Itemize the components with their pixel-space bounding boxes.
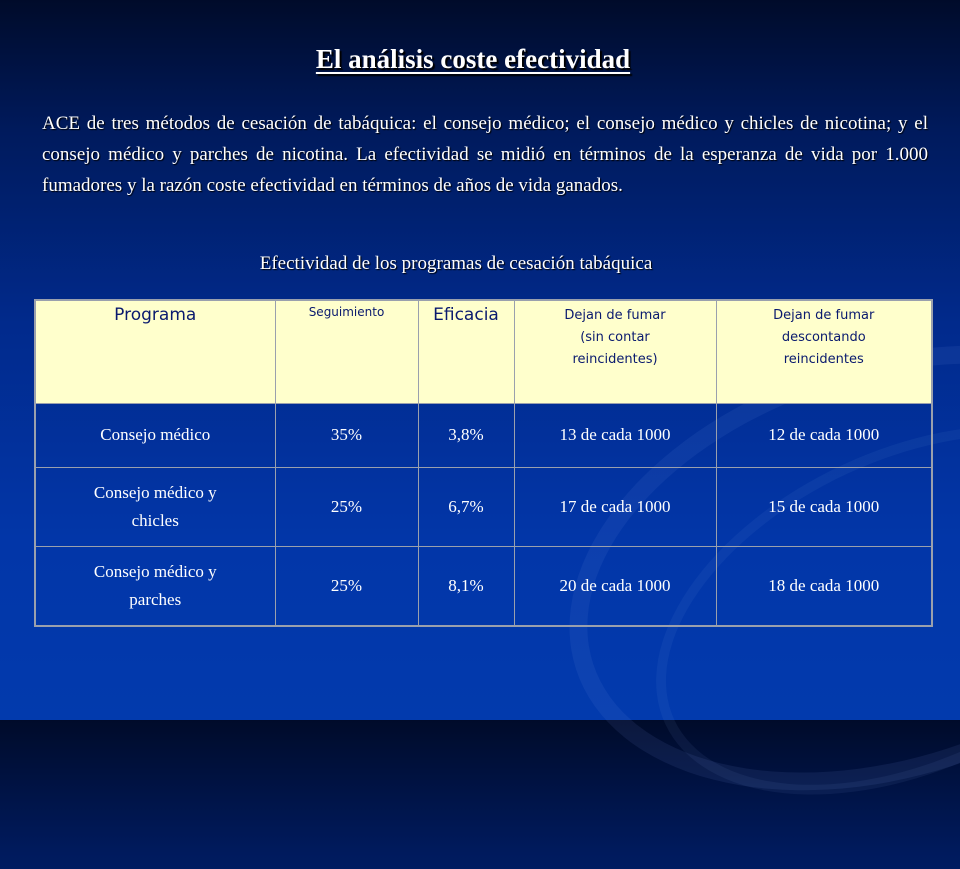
cell-seguimiento: 25% <box>275 467 418 546</box>
header-eficacia: Eficacia <box>418 300 514 403</box>
cell-programa <box>35 546 275 626</box>
table-row <box>35 467 932 546</box>
header-dejan-descontando <box>716 300 932 403</box>
programa-line: Consejo médico y <box>93 561 217 581</box>
header-line: descontando <box>781 330 866 345</box>
header-line: reincidentes) <box>572 352 658 367</box>
cell-programa <box>35 403 275 467</box>
programa-line: chicles <box>131 510 179 530</box>
header-line: (sin contar <box>580 330 650 345</box>
table-row <box>35 546 932 626</box>
header-line: reincidentes <box>783 352 864 367</box>
header-programa: Programa <box>35 300 275 403</box>
cell-dejan-descontando: 15 de cada 1000 <box>716 467 932 546</box>
table-row <box>35 403 932 467</box>
cell-eficacia: 3,8% <box>418 403 514 467</box>
table-header-row <box>35 300 932 403</box>
cell-programa <box>35 467 275 546</box>
slide-title: El análisis coste efectividad <box>315 44 631 74</box>
programa-line: parches <box>129 589 182 609</box>
cell-seguimiento: 25% <box>275 546 418 626</box>
cell-dejan-descontando: 18 de cada 1000 <box>716 546 932 626</box>
header-line: Dejan de fumar <box>773 308 875 323</box>
cell-seguimiento: 35% <box>275 403 418 467</box>
intro-paragraph: ACE de tres métodos de cesación de tabáquica: el consejo médico; el consejo médico y chicles de nicotina; y el consejo médico y parches de nicotina. La efectividad se midió en términos de la esperanza de vida por 1.000 fumadores y la razón coste efectividad en términos de años de vida ganados. <box>42 113 928 196</box>
cell-dejan-sin-contar: 17 de cada 1000 <box>514 467 716 546</box>
programa-line: Consejo médico <box>100 425 211 444</box>
cell-dejan-descontando: 12 de cada 1000 <box>716 403 932 467</box>
header-seguimiento: Seguimiento <box>275 300 418 403</box>
cell-dejan-sin-contar: 13 de cada 1000 <box>514 403 716 467</box>
cell-dejan-sin-contar: 20 de cada 1000 <box>514 546 716 626</box>
programa-line: Consejo médico y <box>93 482 217 502</box>
header-dejan-sin-contar <box>514 300 716 403</box>
programs-table <box>34 299 933 627</box>
cell-eficacia: 6,7% <box>418 467 514 546</box>
table-caption: Efectividad de los programas de cesación tabáquica <box>259 253 653 274</box>
cell-eficacia: 8,1% <box>418 546 514 626</box>
header-line: Dejan de fumar <box>564 308 666 323</box>
